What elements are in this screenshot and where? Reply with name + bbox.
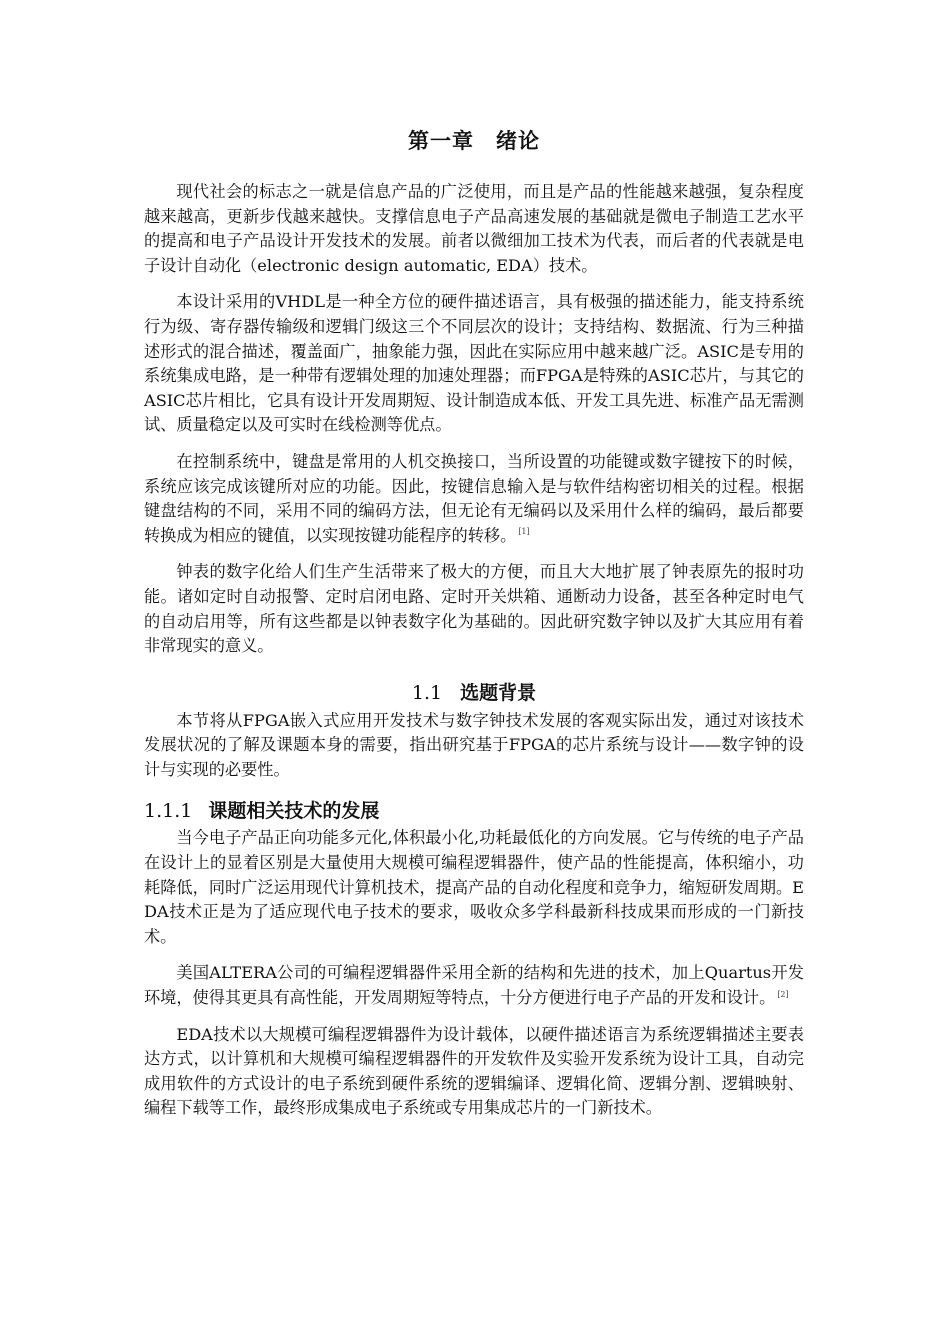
paragraph-text: 当今电子产品正向功能多元化,体积最小化,功耗最低化的方向发展。它与传统的电子产品在设计上的显着区别是大量使用大规模可编程逻辑器件，使产品的性能提高，体积缩小，功耗降低，同时广泛运用现代计算机技术，提高产品的自动化程度和竞争力，缩短研发周期。EDA技术正是为了适应现代电子技术的要求，吸收众多学科最新科技成果而形成的一门新技术。 xyxy=(144,828,804,946)
intro-paragraph xyxy=(144,290,804,438)
subsection-paragraph xyxy=(144,826,804,949)
paragraph-text: 本设计采用的VHDL是一种全方位的硬件描述语言，具有极强的描述能力，能支持系统行为级、寄存器传输级和逻辑门级这三个不同层次的设计；支持结构、数据流、行为三种描述形式的混合描述，覆盖面广，抽象能力强，因此在实际应用中越来越广泛。ASIC是专用的系统集成电路，是一种带有逻辑处理的加速处理器；而FPGA是特殊的ASIC芯片，与其它的ASIC芯片相比，它具有设计开发周期短、设计制造成本低、开发工具先进、标准产品无需测试、质量稳定以及可实时在线检测等优点。 xyxy=(144,292,804,435)
paragraph-text: 本节将从FPGA嵌入式应用开发技术与数字钟技术发展的客观实际出发，通过对该技术发展状况的了解及课题本身的需要，指出研究基于FPGA的芯片系统与设计——数字钟的设计与实现的必要性。 xyxy=(144,710,804,779)
paragraph-text: EDA技术以大规模可编程逻辑器件为设计载体，以硬件描述语言为系统逻辑描述主要表达方式，以计算机和大规模可编程逻辑器件的开发软件及实验开发系统为设计工具，自动完成用软件的方式设计的电子系统到硬件系统的逻辑编译、逻辑化简、逻辑分割、逻辑映射、编程下载等工作，最终形成集成电子系统或专用集成芯片的一门新技术。 xyxy=(144,1024,804,1118)
paragraph-text: 现代社会的标志之一就是信息产品的广泛使用，而且是产品的性能越来越强，复杂程度越来越高，更新步伐越来越快。支撑信息电子产品高速发展的基础就是微电子制造工艺水平的提高和电子产品设计开发技术的发展。前者以微细加工技术为代表，而后者的代表就是电子设计自动化（electronic design automatic, EDA）技术。 xyxy=(144,182,804,275)
section-title: 选题背景 xyxy=(460,681,537,704)
intro-paragraph xyxy=(144,180,804,278)
paragraph-text: 钟表的数字化给人们生产生活带来了极大的方便，而且大大地扩展了钟表原先的报时功能。诸如定时自动报警、定时启闭电路、定时开关烘箱、通断动力设备，甚至各种定时电气的自动启用等，所有这些都是以钟表数字化为基础的。因此研究数字钟以及扩大其应用有着非常现实的意义。 xyxy=(144,562,804,656)
section-number: 1.1 xyxy=(411,681,443,704)
subsection-heading xyxy=(144,796,804,826)
paragraph-text: 在控制系统中，键盘是常用的人机交换接口，当所设置的功能键或数字键按下的时候，系统应该完成该键所对应的功能。因此，按键信息输入是与软件结构密切相关的过程。根据键盘结构的不同，采用不同的编码方法，但无论有无编码以及采用什么样的编码，最后都要转换成为相应的键值，以实现按键功能程序的转移。 xyxy=(144,451,804,545)
document-page xyxy=(144,120,804,1133)
subsection-paragraph xyxy=(144,961,804,1010)
subsection-title: 课题相关技术的发展 xyxy=(208,800,380,823)
intro-paragraph xyxy=(144,450,804,548)
subsection-paragraph xyxy=(144,1023,804,1121)
intro-paragraph xyxy=(144,560,804,658)
section-paragraph xyxy=(144,709,804,783)
citation-marker[interactable]: [1] xyxy=(518,527,530,537)
subsection-number: 1.1.1 xyxy=(144,800,193,823)
citation-marker[interactable]: [2] xyxy=(777,989,789,999)
chapter-title: 第一章 绪论 xyxy=(408,128,540,153)
section-heading xyxy=(144,679,804,707)
paragraph-text: 美国ALTERA公司的可编程逻辑器件采用全新的结构和先进的技术，加上Quartus开发环境，使得其更具有高性能，开发周期短等特点，十分方便进行电子产品的开发和设计。 xyxy=(144,963,804,1008)
